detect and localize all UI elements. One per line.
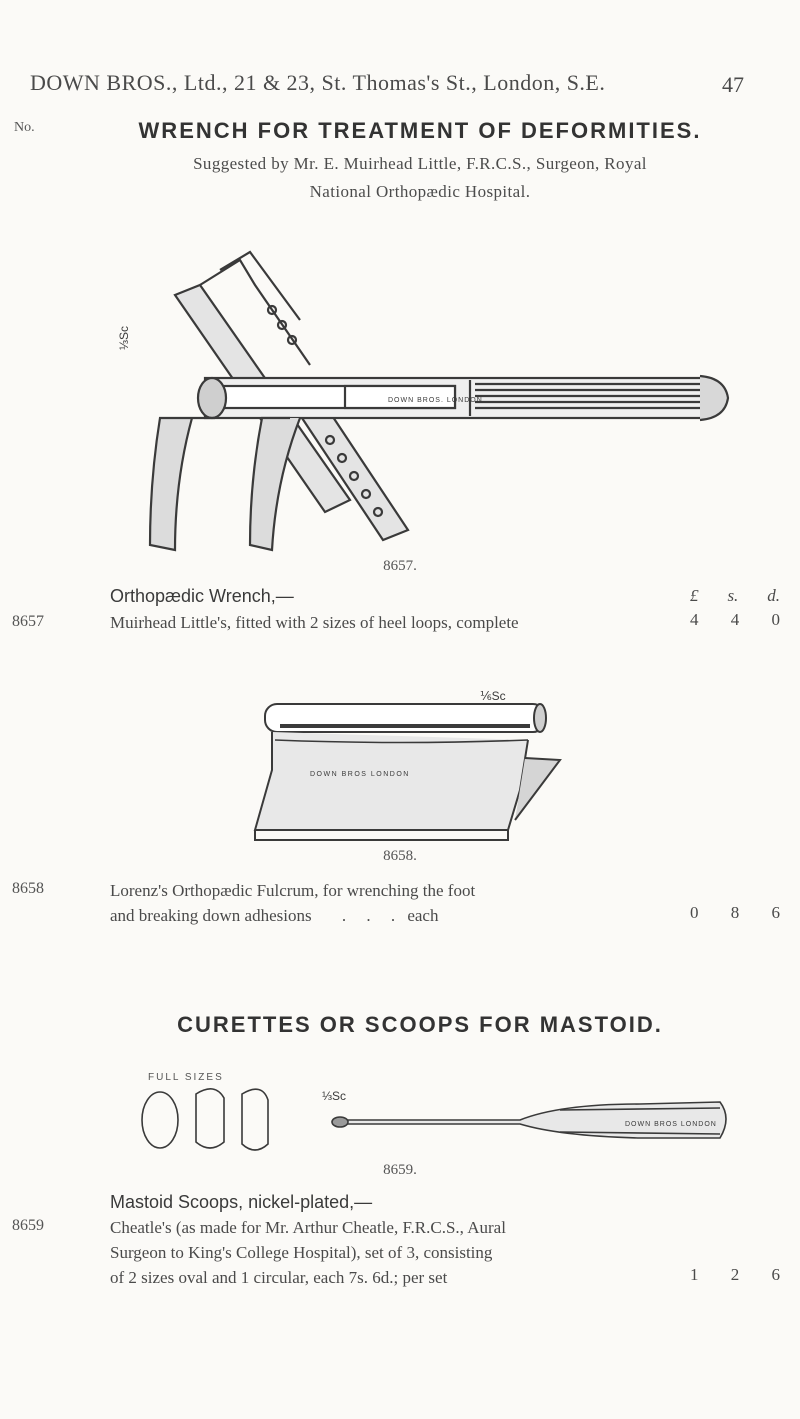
price-pence: 6 <box>771 1265 780 1284</box>
price-pounds: 1 <box>690 1265 699 1284</box>
item-8659-title: Mastoid Scoops, nickel-plated,— <box>110 1192 373 1212</box>
svg-text:⅙Sc: ⅙Sc <box>480 689 506 703</box>
price-pence: 0 <box>771 610 780 629</box>
svg-text:⅓Sc: ⅓Sc <box>117 325 131 350</box>
price-shillings: 8 <box>730 903 740 922</box>
figure-caption-8658: 8658. <box>383 848 417 864</box>
price-head-pence: d. <box>767 586 780 605</box>
price-head-shillings: s. <box>727 586 739 605</box>
full-sizes-label: FULL SIZES <box>148 1072 224 1083</box>
item-8658-line1: Lorenz's Orthopædic Fulcrum, for wrenching the foot <box>110 881 476 900</box>
scoop-engraving: DOWN BROS LONDON <box>625 1121 717 1128</box>
svg-text:⅓Sc: ⅓Sc <box>322 1089 347 1103</box>
wrench-subtitle-line1: Suggested by Mr. E. Muirhead Little, F.R.C.S., Surgeon, Royal <box>193 154 647 173</box>
mastoid-scoops-illustration <box>0 1064 800 1174</box>
running-header: DOWN BROS., Ltd., 21 & 23, St. Thomas's St., London, S.E. <box>30 70 606 95</box>
item-8659-line1: Cheatle's (as made for Mr. Arthur Cheatle, F.R.C.S., Aural <box>110 1218 506 1237</box>
price-shillings: 2 <box>730 1265 740 1284</box>
column-label-no: No. <box>14 120 35 135</box>
item-8658-line2 <box>110 903 438 928</box>
item-number-8657: 8657 <box>12 613 44 630</box>
wrench-engraving: DOWN BROS. LONDON <box>388 397 483 404</box>
lorenz-fulcrum-illustration <box>0 670 800 840</box>
wrench-subtitle-line2: National Orthopædic Hospital. <box>309 182 531 201</box>
fulcrum-engraving: DOWN BROS LONDON <box>310 771 410 778</box>
figure-caption-8659: 8659. <box>383 1162 417 1178</box>
item-8658-unit: each <box>407 906 439 925</box>
price-shillings: 4 <box>730 610 740 629</box>
orthopaedic-wrench-illustration <box>0 200 800 560</box>
item-number-8659: 8659 <box>12 1217 44 1234</box>
item-8658-line2-text: and breaking down adhesions <box>110 906 312 925</box>
item-8657-price <box>690 610 780 630</box>
item-8659-price <box>690 1265 780 1285</box>
item-8659-line2: Surgeon to King's College Hospital), set of 3, consisting <box>110 1243 493 1262</box>
item-8658-price <box>690 903 780 923</box>
page-number: 47 <box>722 72 744 97</box>
price-pounds: 0 <box>690 903 699 922</box>
price-column-headers <box>690 586 780 606</box>
item-8657-title: Orthopædic Wrench,— <box>110 586 294 606</box>
item-8659-line3: of 2 sizes oval and 1 circular, each 7s. 6d.; per set <box>110 1268 448 1287</box>
item-number-8658: 8658 <box>12 880 44 897</box>
price-pounds: 4 <box>690 610 699 629</box>
leader-dots: . . . <box>341 906 404 925</box>
curettes-section-title: CURETTES OR SCOOPS FOR MASTOID. <box>177 1012 663 1037</box>
figure-caption-8657: 8657. <box>383 558 417 574</box>
price-head-pounds: £ <box>690 586 699 605</box>
price-pence: 6 <box>771 903 780 922</box>
item-8657-description: Muirhead Little's, fitted with 2 sizes of heel loops, complete <box>110 613 519 632</box>
wrench-section-title: WRENCH FOR TREATMENT OF DEFORMITIES. <box>138 118 702 143</box>
